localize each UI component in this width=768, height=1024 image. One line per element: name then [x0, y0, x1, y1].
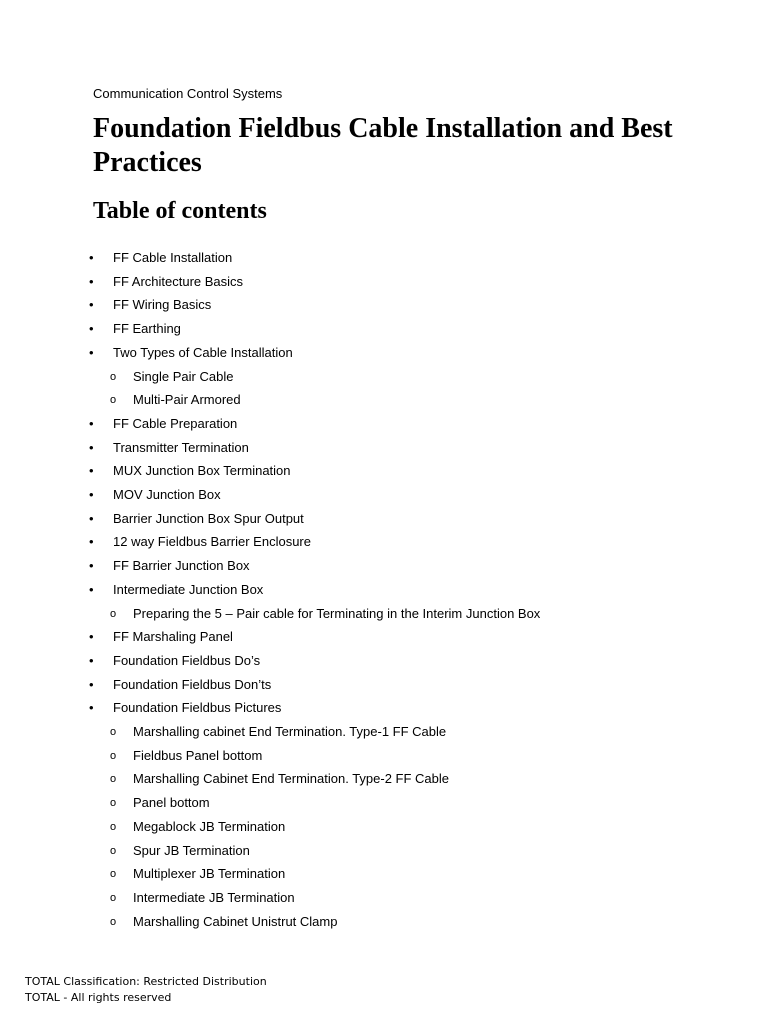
toc-item-label: Fieldbus Panel bottom: [133, 747, 263, 763]
toc-item-label: Multi-Pair Armored: [133, 392, 241, 408]
circle-bullet-icon: o: [110, 726, 117, 738]
circle-bullet-icon: o: [110, 820, 117, 833]
toc-item-label: Foundation Fieldbus Do’s: [113, 652, 261, 668]
toc-item-label: FF Marshaling Panel: [113, 629, 233, 645]
toc-item-label: Megablock JB Termination: [133, 818, 286, 834]
toc-item-label: Marshalling Cabinet End Termination. Type-2 FF Cable: [133, 771, 450, 787]
footer-classification: TOTAL Classification: Restricted Distribution: [25, 975, 267, 988]
bullet-icon: •: [89, 250, 94, 265]
bullet-icon: •: [89, 439, 94, 455]
bullet-icon: •: [89, 273, 94, 289]
toc-item-label: Intermediate JB Termination: [133, 889, 295, 905]
circle-bullet-icon: o: [110, 891, 117, 904]
toc-item-label: Foundation Fieldbus Don’ts: [113, 676, 272, 692]
circle-bullet-icon: o: [110, 868, 117, 881]
toc-item-label: Marshalling Cabinet Unistrut Clamp: [133, 913, 338, 929]
toc-item-label: Transmitter Termination: [113, 439, 249, 455]
bullet-icon: •: [89, 652, 94, 668]
toc-item-label: Single Pair Cable: [133, 368, 234, 384]
toc-item-label: Intermediate Junction Box: [113, 581, 264, 597]
toc-item-label: MUX Junction Box Termination: [113, 463, 291, 479]
bullet-icon: •: [89, 344, 94, 360]
circle-bullet-icon: o: [110, 797, 117, 810]
toc-item-label: Foundation Fieldbus Pictures: [113, 700, 282, 716]
page-footer: [25, 974, 267, 1006]
document-title: Foundation Fieldbus Cable Installation and Best Practices: [93, 113, 673, 178]
circle-bullet-icon: o: [110, 749, 117, 762]
document-category: Communication Control Systems: [93, 86, 283, 101]
toc-heading: Table of contents: [93, 198, 267, 224]
bullet-icon: •: [89, 629, 94, 645]
toc-item-label: 12 way Fieldbus Barrier Enclosure: [113, 534, 311, 550]
circle-bullet-icon: o: [110, 394, 117, 407]
toc-item-label: FF Earthing: [113, 321, 181, 337]
bullet-icon: •: [89, 463, 94, 479]
bullet-icon: •: [89, 415, 94, 431]
toc-item-label: Barrier Junction Box Spur Output: [113, 510, 304, 526]
circle-bullet-icon: o: [110, 773, 117, 786]
toc-item-label: Two Types of Cable Installation: [113, 344, 293, 360]
toc-item-label: FF Barrier Junction Box: [113, 558, 250, 574]
bullet-icon: •: [89, 700, 94, 716]
toc-item-label: MOV Junction Box: [113, 487, 221, 502]
toc-item-label: Multiplexer JB Termination: [133, 866, 286, 882]
bullet-icon: •: [89, 676, 94, 692]
bullet-icon: •: [89, 581, 94, 597]
bullet-icon: •: [89, 534, 94, 550]
circle-bullet-icon: o: [110, 370, 117, 383]
bullet-icon: •: [89, 487, 94, 502]
circle-bullet-icon: o: [110, 844, 117, 857]
toc-item-label: Spur JB Termination: [133, 842, 250, 858]
bullet-icon: •: [89, 297, 94, 313]
toc-item-label: FF Wiring Basics: [113, 297, 212, 313]
bullet-icon: •: [89, 321, 94, 337]
toc-item-label: Marshalling cabinet End Termination. Type-1 FF Cable: [133, 724, 447, 739]
bullet-icon: •: [89, 510, 94, 526]
toc-item-label: FF Architecture Basics: [113, 273, 244, 289]
circle-bullet-icon: o: [110, 915, 117, 928]
footer-rights: TOTAL - All rights reserved: [25, 991, 172, 1004]
circle-bullet-icon: o: [110, 607, 117, 620]
toc-item-label: FF Cable Preparation: [113, 415, 238, 431]
toc-item-label: FF Cable Installation: [113, 250, 233, 265]
toc-item-label: Preparing the 5 – Pair cable for Terminating in the Interim Junction Box: [133, 605, 541, 621]
bullet-icon: •: [89, 558, 94, 574]
toc-item-label: Panel bottom: [133, 795, 210, 811]
